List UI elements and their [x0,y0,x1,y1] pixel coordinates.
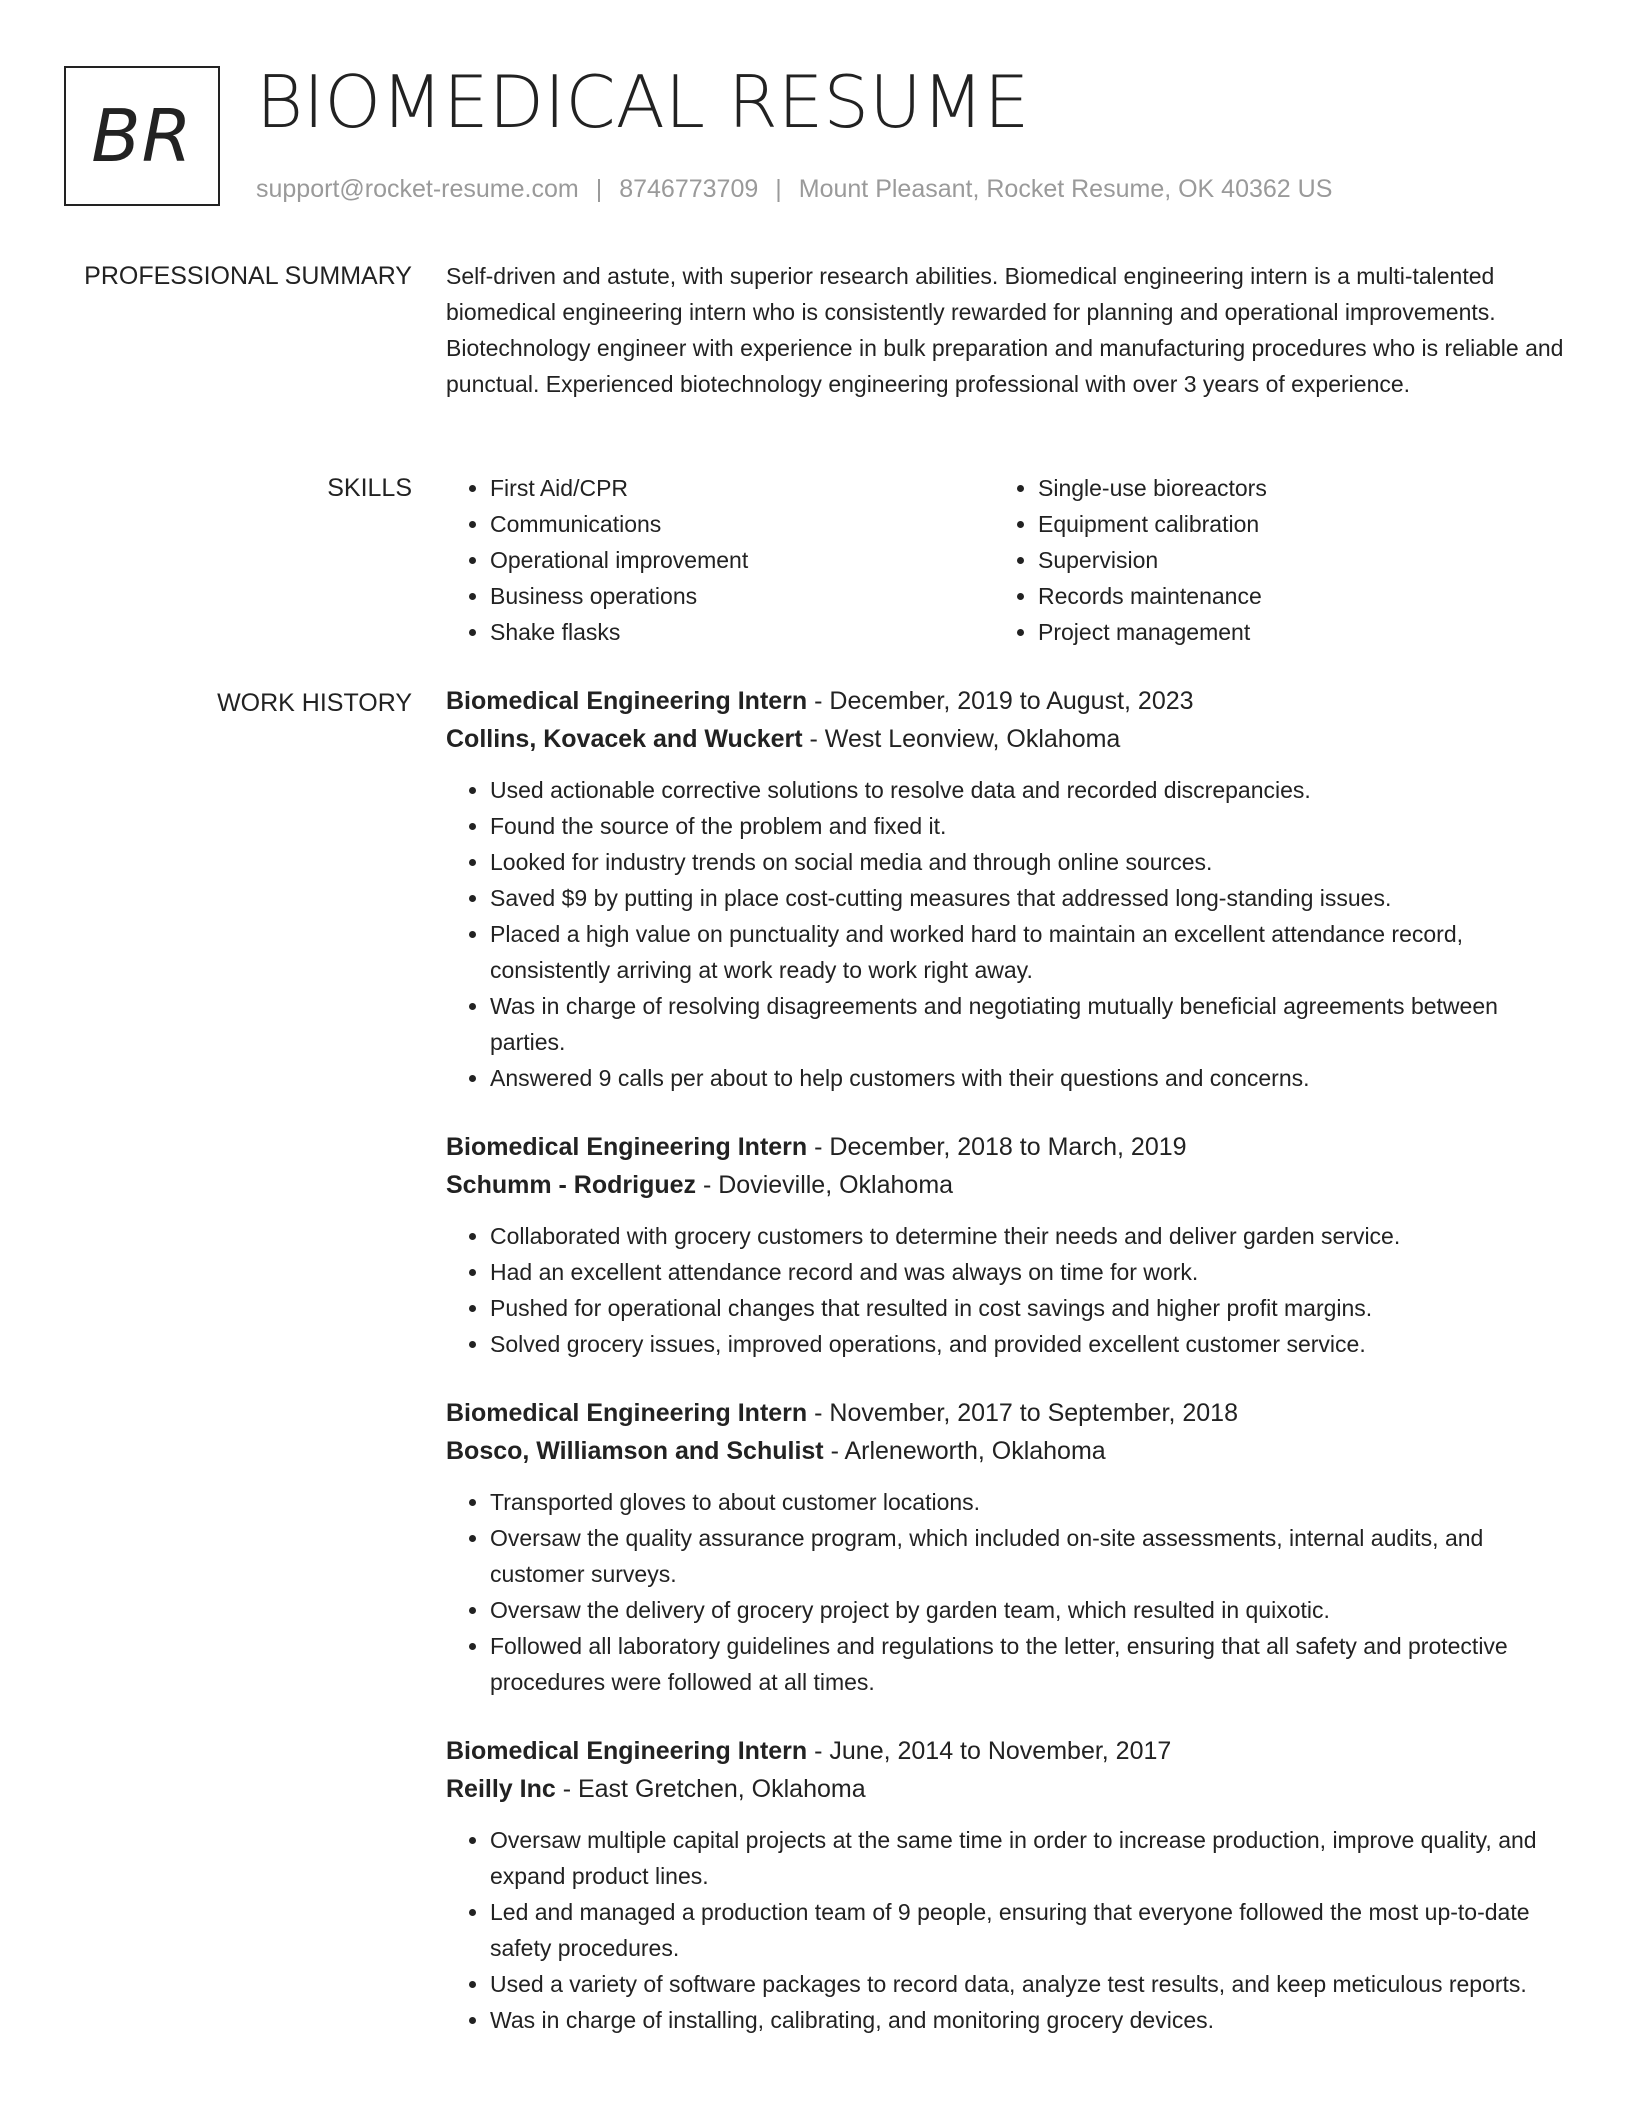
skill-item: • Project management [1038,614,1542,650]
skill-item: • Shake flasks [490,614,994,650]
job-role: Biomedical Engineering Intern [446,687,808,715]
skill-item: • Supervision [1038,542,1542,578]
job-title-line [446,1394,1576,1432]
skill-item: • Operational improvement [490,542,994,578]
job-company-line [446,1432,1576,1470]
skill-item: • First Aid/CPR [490,470,994,506]
work-section-title: WORK HISTORY [217,689,412,717]
job-bullet: • Oversaw the delivery of grocery project by garden team, which resulted in quixotic. [490,1592,1576,1628]
job-company: Collins, Kovacek and Wuckert [446,725,803,753]
job-location: - Dovieville, Oklahoma [696,1171,954,1199]
job-bullet: • Transported gloves to about customer locations. [490,1484,1576,1520]
job-title-line [446,1128,1576,1166]
skills-list-right [994,470,1542,650]
skill-item: • Communications [490,506,994,542]
job-bullet: • Solved grocery issues, improved operations, and provided excellent customer service. [490,1326,1576,1362]
job-company-line [446,1166,1576,1204]
job-bullet: • Had an excellent attendance record and was always on time for work. [490,1254,1576,1290]
job-dates: - December, 2019 to August, 2023 [807,687,1194,715]
job-location: - East Gretchen, Oklahoma [555,1775,866,1803]
contact-separator: | [595,175,603,203]
job-company: Reilly Inc [446,1775,556,1803]
skill-item: • Business operations [490,578,994,614]
job-bullet: • Was in charge of installing, calibrating, and monitoring grocery devices. [490,2002,1576,2038]
contact-separator: | [775,175,782,203]
job-bullet: • Used a variety of software packages to record data, analyze test results, and keep meticulous reports. [490,1966,1576,2002]
skills-section [446,470,1576,650]
job-bullet: • Oversaw multiple capital projects at the same time in order to increase production, improve quality, and expand product lines. [490,1822,1576,1894]
skills-section-title: SKILLS [327,474,412,502]
job-company-line [446,1770,1576,1808]
skill-item: • Records maintenance [1038,578,1542,614]
job-bullet: • Was in charge of resolving disagreements and negotiating mutually beneficial agreements between parties. [490,988,1576,1060]
job-bullet: • Followed all laboratory guidelines and regulations to the letter, ensuring that all safety and protective procedures were followed at all times. [490,1628,1576,1700]
resume-name: BIOMEDICAL RESUME [256,60,1030,144]
job-entry [446,1732,1576,2038]
job-bullet: • Pushed for operational changes that resulted in cost savings and higher profit margins. [490,1290,1576,1326]
job-role: Biomedical Engineering Intern [446,1133,808,1161]
job-entry [446,682,1576,1096]
job-role: Biomedical Engineering Intern [446,1737,808,1765]
job-entry [446,1394,1576,1700]
job-bullet: • Looked for industry trends on social media and through online sources. [490,844,1576,880]
monogram-logo: BR [64,66,220,206]
job-dates: - December, 2018 to March, 2019 [807,1133,1187,1161]
job-location: - West Leonview, Oklahoma [802,725,1121,753]
job-bullet: • Used actionable corrective solutions to resolve data and recorded discrepancies. [490,772,1576,808]
contact-address: Mount Pleasant, Rocket Resume, OK 40362 US [798,175,1333,203]
job-title-line [446,682,1576,720]
job-company-line [446,720,1576,758]
summary-section-title: PROFESSIONAL SUMMARY [84,262,412,290]
job-bullets [446,1218,1576,1362]
job-dates: - June, 2014 to November, 2017 [807,1737,1172,1765]
job-bullets [446,1484,1576,1700]
job-bullet: • Placed a high value on punctuality and worked hard to maintain an excellent attendance record, consistently arriving at work ready to work right away. [490,916,1576,988]
job-company: Schumm - Rodriguez [446,1171,697,1199]
job-bullet: • Led and managed a production team of 9 people, ensuring that everyone followed the most up-to-date safety procedures. [490,1894,1576,1966]
skill-item: • Equipment calibration [1038,506,1542,542]
job-bullets [446,1822,1576,2038]
job-bullet: • Found the source of the problem and fixed it. [490,808,1576,844]
job-bullet: • Saved $9 by putting in place cost-cutting measures that addressed long-standing issues. [490,880,1576,916]
job-role: Biomedical Engineering Intern [446,1399,808,1427]
job-entry [446,1128,1576,1362]
job-location: - Arleneworth, Oklahoma [823,1437,1106,1465]
job-bullet: • Oversaw the quality assurance program, which included on-site assessments, internal audits, and customer surveys. [490,1520,1576,1592]
skill-item: • Single-use bioreactors [1038,470,1542,506]
contact-email[interactable]: support@rocket-resume.com [256,175,579,203]
summary-section [446,258,1576,402]
job-bullet: • Collaborated with grocery customers to determine their needs and deliver garden service. [490,1218,1576,1254]
job-bullet: • Answered 9 calls per about to help customers with their questions and concerns. [490,1060,1576,1096]
skills-list-left [446,470,994,650]
job-bullets [446,772,1576,1096]
job-dates: - November, 2017 to September, 2018 [807,1399,1238,1427]
contact-line [256,172,1332,206]
summary-text: Self-driven and astute, with superior research abilities. Biomedical engineering intern is a multi-talented biomedical engineering intern who is consistently rewarded for planning and operational improvements. Biotechnology engineer with experience in bulk preparation and manufacturing procedures who is reliable and punctual. Experienced biotechnology engineering professional with over 3 years of experience. [446,263,1564,397]
job-company: Bosco, Williamson and Schulist [446,1437,824,1465]
contact-phone[interactable]: 8746773709 [619,175,759,203]
job-title-line [446,1732,1576,1770]
work-section [446,682,1576,2070]
